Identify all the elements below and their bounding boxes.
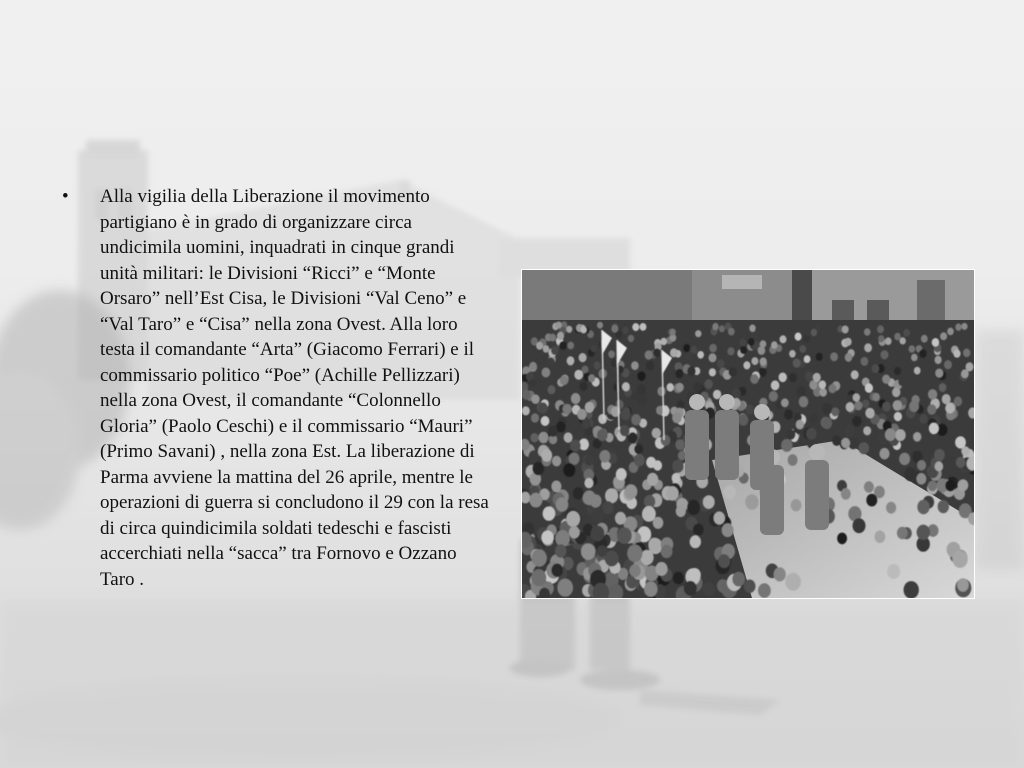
bullet-list: [62, 184, 492, 592]
bullet-marker: •: [62, 186, 69, 207]
liberation-crowd-photo: [521, 269, 975, 599]
bullet-text: Alla vigilia della Liberazione il movimento partigiano è in grado di organizzare circa undicimila uomini, inquadrati in cinque grandi unità militari: le Divisioni “Ricci” e “Monte Orsaro” nell’Est Cisa, le Divisioni “Val Ceno” e “Val Taro” e “Cisa” nella zona Ovest. Alla loro testa il comandante “Arta” (Giacomo Ferrari) e il commissario politico “Poe” (Achille Pellizzari) nella zona Ovest, il comandante “Colonnello Gloria” (Paolo Ceschi) e il commissario “Mauri” (Primo Savani) , nella zona Est. La liberazione di Parma avviene la mattina del 26 aprile, mentre le operazioni di guerra si concludono il 29 con la resa di circa quindicimila soldati tedeschi e fascisti accerchiati nella “sacca” tra Fornovo e Ozzano Taro .: [100, 186, 489, 590]
